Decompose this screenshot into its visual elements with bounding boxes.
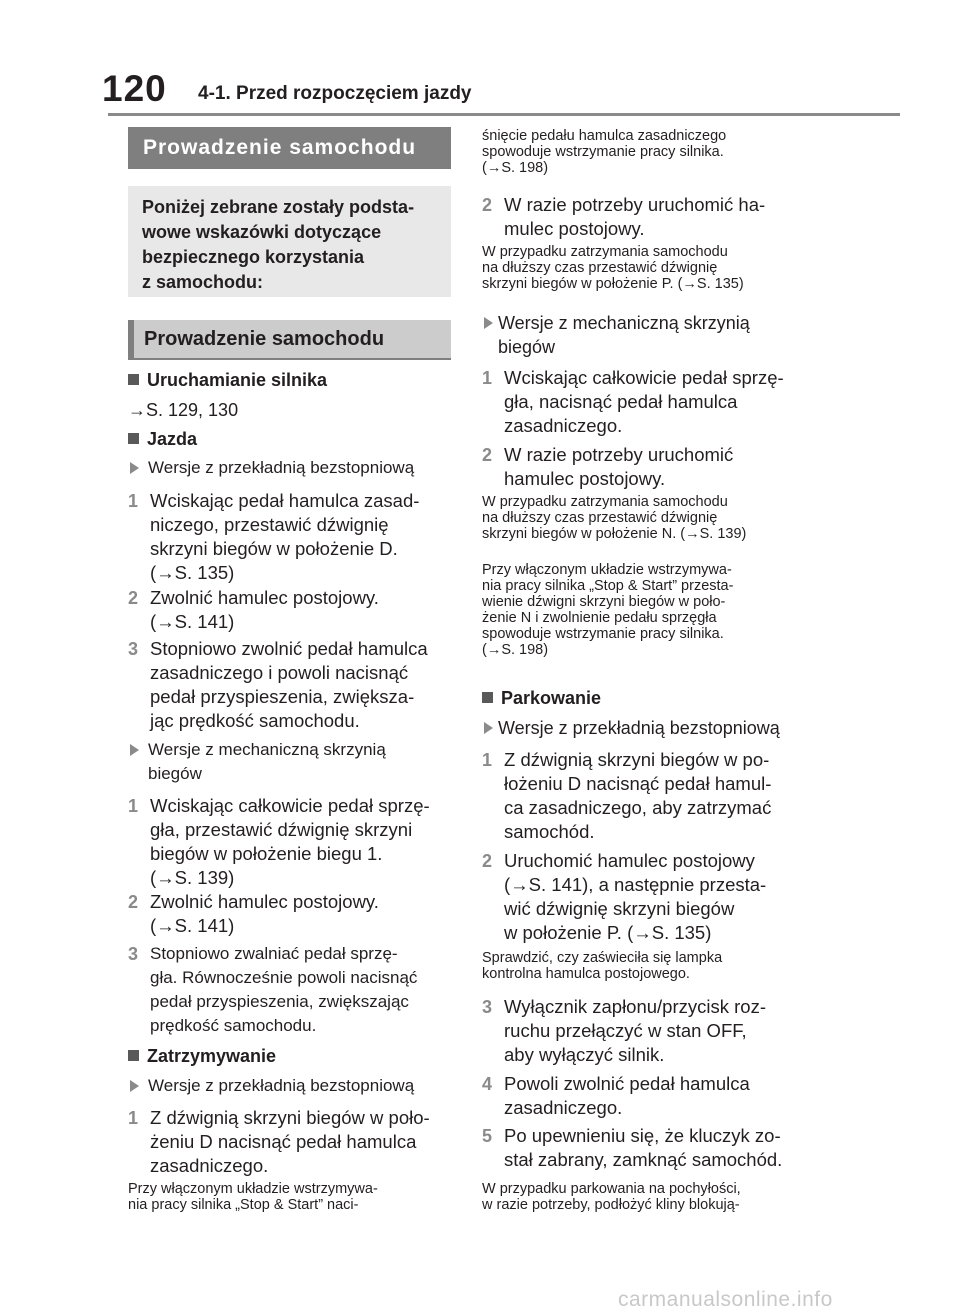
step-number: 1 xyxy=(482,750,493,770)
step-number: 1 xyxy=(128,491,139,511)
square-bullet-icon xyxy=(128,433,139,444)
triangle-bullet-icon xyxy=(130,462,139,474)
step-item: 3 Wyłącznik zapłonu/przycisk roz- ruchu przełączyć w stan OFF, aby wyłączyć silnik. xyxy=(482,996,766,1065)
variant-heading: Wersje z mechaniczną skrzynią biegów xyxy=(128,738,478,786)
header-rule xyxy=(108,113,900,116)
step-item: 3 Stopniowo zwalniać pedał sprzę- gła. Równocześnie powoli nacisnąć pedał przyspieszenia, zwiększając prędkość samochodu. xyxy=(128,944,418,1035)
intro-line: bezpiecznego korzystania xyxy=(142,247,365,267)
note-text: W przypadku parkowania na pochyłości, w razie potrzeby, podłożyć kliny blokują- xyxy=(482,1181,741,1213)
triangle-bullet-icon xyxy=(130,744,139,756)
note-text: W przypadku zatrzymania samochodu na dłuższy czas przestawić dźwignię skrzyni biegów w położenie P. (→S. 135) xyxy=(482,244,744,292)
step-item: 2 Zwolnić hamulec postojowy. (→S. 141) xyxy=(128,587,379,632)
square-bullet-icon xyxy=(128,374,139,385)
page-reference: →S. 129, 130 xyxy=(128,400,239,420)
step-number: 2 xyxy=(482,195,493,215)
intro-line: Poniżej zebrane zostały podsta- xyxy=(142,197,415,217)
sub-banner: Prowadzenie samochodu xyxy=(128,320,451,360)
step-number: 3 xyxy=(128,944,139,964)
page-number: 120 xyxy=(102,68,167,109)
variant-heading: Wersje z mechaniczną skrzynią biegów xyxy=(482,311,828,359)
step-item: 1 Z dźwignią skrzyni biegów w poło- żeniu D nacisnąć pedał hamulca zasadniczego. xyxy=(128,1107,430,1176)
section-heading: Parkowanie xyxy=(482,686,601,710)
step-number: 1 xyxy=(128,796,139,816)
step-item: 2 W razie potrzeby uruchomić hamulec postojowy. xyxy=(482,444,734,489)
note-text: Sprawdzić, czy zaświeciła się lampka kontrolna hamulca postojowego. xyxy=(482,950,723,982)
variant-heading: Wersje z przekładnią bezstopniową xyxy=(482,716,828,740)
step-item: 2 Uruchomić hamulec postojowy (→S. 141), a następnie przesta- wić dźwignię skrzyni biegów w położenie P. (→S. 135) xyxy=(482,850,767,943)
step-item: 1 Wciskając całkowicie pedał sprzę- gła, przestawić dźwignię skrzyni biegów w położenie biegu 1. (→S. 139) xyxy=(128,795,430,888)
step-item: 1 Wciskając pedał hamulca zasad- niczego, przestawić dźwignię skrzyni biegów w położenie D. (→S. 135) xyxy=(128,490,420,583)
intro-box xyxy=(128,186,451,297)
section-heading: Jazda xyxy=(128,427,197,451)
note-text: śnięcie pedału hamulca zasadniczego spowoduje wstrzymanie pracy silnika. (→S. 198) xyxy=(482,128,727,176)
variant-heading: Wersje z przekładnią bezstopniową xyxy=(128,1074,478,1098)
note-text: W przypadku zatrzymania samochodu na dłuższy czas przestawić dźwignię skrzyni biegów w położenie N. (→S. 139) xyxy=(482,494,747,542)
section-heading: Zatrzymywanie xyxy=(128,1044,276,1068)
intro-line: wowe wskazówki dotyczące xyxy=(142,222,382,242)
note-text: Przy włączonym układzie wstrzymywa- nia pracy silnika „Stop & Start” przesta- wienie dźwigni skrzyni biegów w poło- żenie N i zwolnienie pedału sprzęgła spowoduje wstrzymanie pracy silnika. (→S. 198) xyxy=(482,562,734,658)
main-banner: Prowadzenie samochodu xyxy=(128,127,451,169)
note-text: Przy włączonym układzie wstrzymywa- nia pracy silnika „Stop & Start” naci- xyxy=(128,1181,378,1213)
step-item: 5 Po upewnieniu się, że kluczyk zo- stał zabrany, zamknąć samochód. xyxy=(482,1125,783,1170)
step-number: 3 xyxy=(482,997,493,1017)
square-bullet-icon xyxy=(482,692,493,703)
step-number: 1 xyxy=(482,368,493,388)
step-item: 1 Z dźwignią skrzyni biegów w po- łożeniu D nacisnąć pedał hamul- ca zasadniczego, aby zatrzymać samochód. xyxy=(482,749,772,842)
step-number: 2 xyxy=(128,588,139,608)
step-item: 2 Zwolnić hamulec postojowy. (→S. 141) xyxy=(128,891,379,936)
step-number: 2 xyxy=(482,851,493,871)
section-title: 4-1. Przed rozpoczęciem jazdy xyxy=(198,83,472,104)
step-item: 4 Powoli zwolnić pedał hamulca zasadniczego. xyxy=(482,1073,750,1118)
step-item: 3 Stopniowo zwolnić pedał hamulca zasadniczego i powoli nacisnąć pedał przyspieszenia, zwiększa- jąc prędkość samochodu. xyxy=(128,638,428,731)
square-bullet-icon xyxy=(128,1050,139,1061)
triangle-bullet-icon xyxy=(130,1080,139,1092)
intro-line: z samochodu: xyxy=(142,272,264,292)
step-item: 1 Wciskając całkowicie pedał sprzę- gła, nacisnąć pedał hamulca zasadniczego. xyxy=(482,367,784,436)
step-number: 2 xyxy=(128,892,139,912)
watermark: carmanualsonline.info xyxy=(618,1288,833,1311)
step-number: 4 xyxy=(482,1074,493,1094)
section-heading: Uruchamianie silnika xyxy=(128,368,327,392)
step-number: 5 xyxy=(482,1126,493,1146)
step-number: 3 xyxy=(128,639,139,659)
triangle-bullet-icon xyxy=(484,317,493,329)
variant-heading: Wersje z przekładnią bezstopniową xyxy=(128,456,478,480)
step-item: 2 W razie potrzeby uruchomić ha- mulec postojowy. xyxy=(482,194,766,239)
step-number: 2 xyxy=(482,445,493,465)
step-number: 1 xyxy=(128,1108,139,1128)
triangle-bullet-icon xyxy=(484,722,493,734)
